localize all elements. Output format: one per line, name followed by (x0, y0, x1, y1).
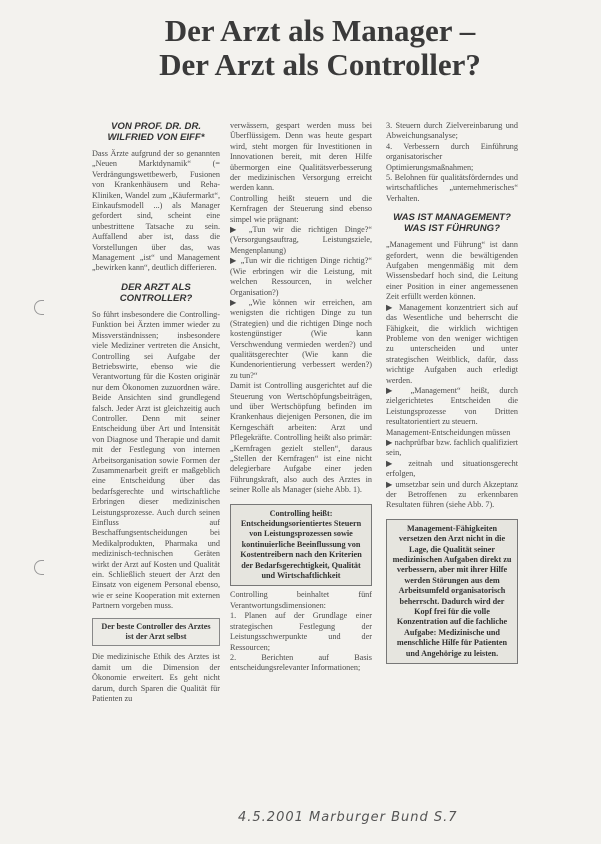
column-1 (92, 121, 220, 705)
bullet-text: „Tun wir die richtigen Dinge?“ (Versorgungsauftrag, Leistungsziele, Mengenplanung) (230, 225, 372, 255)
column-3 (386, 121, 518, 664)
bullet-item (230, 225, 372, 256)
arrow-bullet-icon: ▶ (386, 437, 395, 447)
body-paragraph: So führt insbesondere die Controlling-Funktion bei Ärzten immer wieder zu Missverständnissen; insbesondere viele Mediziner vertreten die Ansicht, Controlling sei Aufgabe der Betriebswirte, ebenso wie die Verantwortung für die Kosten originär nur dem Ökonomen zuzuordnen wäre. Beide Ansichten sind grundlegend falsch. Jeder Arzt ist gleichzeitig auch Controller. Denn mit seiner Entscheidung über Art und Intensität von Diagnose und Therapie und damit mit der Festlegung von internen Arbeitsorganisation sowie Formen der Zusammenarbeit greift er maßgeblich eine Entscheidung über das bedarfsgerechte und wirtschaftliche Erbringen dieser medizinischen Leistungsprozesse. Auch durch seinen Einfluss auf Beschaffungsentscheidungen bei Medikalprodukten, Pharmaka und medizinisch-technischen Geräten wirkt der Arzt auf Kosten und Qualität ein. Schließlich steuert der Arzt den Einsatz von eigenem Personal ebenso, wie er seine Kooperation mit externen Partnern vorgeben muss. (92, 309, 220, 611)
bullet-text: „Wie können wir erreichen, am wenigsten die richtigen Dinge zu tun (Strategien) und die richtigen Dinge noch kostengünstiger (Wie kann Verschwendung vermieden werden?) und qualitätsgerechter (Wie kann die Kundenorientierung verbessert werden?) zu tun?“ (230, 297, 373, 380)
bullet-item (386, 386, 518, 428)
summary-box: Management-Fähigkeiten versetzen den Arzt nicht in die Lage, die Qualität seiner medizinischen Aufgaben direkt zu verbessern, aber mit ihrer Hilfe werden Störungen aus dem Arbeitsumfeld organisatorisch beherrscht. Dadurch wird der Kopf frei für die volle Konzentration auf die fachliche Aufgabe: Medizinische und menschliche Hilfe für Patienten und Angehörige zu leisten. (386, 519, 518, 664)
bullet-text: „Management“ heißt, durch zielgerichtetes Entscheiden die Leistungsprozesse von Dritten resultatorientiert zu steuern. (386, 385, 518, 427)
list-item: 2. Berichten auf Basis entscheidungsrelevanter Informationen; (230, 652, 372, 673)
headline-line-2: Der Arzt als Controller? (159, 47, 481, 82)
body-paragraph: „Management und Führung“ ist dann gefordert, wenn die bewältigenden Aufgaben mengenmäßig mit dem Wissensbedarf hoch sind, die Leitung einer Position in einer angemessenen Zeit erfüllt werden können. (386, 240, 518, 302)
punch-hole (34, 560, 44, 575)
handwritten-source-note: 4.5.2001 Marburger Bund S.7 (238, 810, 458, 825)
bullet-text: nachprüfbar bzw. fachlich qualifiziert sein, (386, 437, 518, 458)
list-item: 3. Steuern durch Zielvereinbarung und Abweichungsanalyse; (386, 121, 518, 141)
headline-line-1: Der Arzt als Manager – (164, 13, 476, 48)
arrow-bullet-icon: ▶ (386, 458, 409, 468)
body-paragraph: Management-Entscheidungen müssen (386, 427, 511, 437)
arrow-bullet-icon: ▶ (230, 225, 249, 235)
body-paragraph: Damit ist Controlling ausgerichtet auf die Steuerung von Wertschöpfungsbeiträgen, und über Wertschöpfung befinden im Krankenhaus diejenigen Personen, die im Kerngeschäft arbeiten: Arzt und Pflegekräfte. Controlling heißt also primär: „Kernfragen gezielt stellen“, daraus „Stellen der Kernfragen“ ist eine nicht delegierbare Aufgabe einer jeden Führungskraft, also auch des Arztes in seiner Rolle als Manager (siehe Abb. 1). (230, 381, 372, 495)
column-2 (230, 121, 372, 674)
punch-hole (34, 300, 44, 315)
body-paragraph: Die medizinische Ethik des Arztes ist damit um die Dimension der Ökonomie erweitert. Es geht nicht darum, durch Sparen die Qualität für Patienten zu (92, 652, 220, 704)
arrow-bullet-icon: ▶ (230, 256, 241, 266)
bullet-text: zeitnah und situationsgerecht erfolgen, (386, 458, 518, 479)
author-byline: VON PROF. DR. DR. WILFRIED VON EIFF* (107, 121, 205, 143)
bullet-item (386, 480, 518, 511)
body-paragraph: verwässern, gespart werden muss bei Überflüssigem. Denn was heute gespart wird, steht morgen für Investitionen in Innovationen bereit, mit deren Hilfe übermorgen eine Qualitätsverbesserung der medizinischen Versorgung erreicht werden kann. (230, 121, 372, 193)
arrow-bullet-icon: ▶ (230, 297, 249, 307)
bullet-text: Management konzentriert sich auf das Wesentliche und beherrscht die Fähigkeit, die wirklich wichtigen Probleme von den weniger wichtigen zu unterscheiden und unter strategischen Weitblick, dafür, dass wichtige Aufgaben auch erledigt werden. (386, 302, 518, 385)
intro-paragraph: Dass Ärzte aufgrund der so genannten „Neuen Marktdynamik“ (= Verdrängungswettbewerb, Fusionen von Krankenhäusern und Reha-Kliniken, Wandel zum „Käufermarkt“, Einkaufsmodell ...) als Manager gefordert sind, scheint eine unbestrittene Tatsache zu sein. Auffallend aber ist, dass die Vorstellungen über das, was Management „ist“ und Management „bewirken kann“, deutlich differieren. (92, 149, 220, 273)
arrow-bullet-icon: ▶ (386, 385, 411, 395)
subhead-was-ist-management: WAS IST MANAGEMENT? WAS IST FÜHRUNG? (393, 212, 511, 235)
arrow-bullet-icon: ▶ (386, 302, 399, 312)
bullet-item (386, 438, 518, 459)
bullet-item (230, 298, 372, 381)
bullet-text: „Tun wir die richtigen Dinge richtig?“ (Wie erbringen wir die Leistung, mit welchen Ressourcen, in welcher Organisation?) (230, 256, 373, 297)
pull-quote-box: Der beste Controller des Arztes ist der Arzt selbst (92, 618, 220, 647)
bullet-item (386, 303, 518, 386)
definition-box: Controlling heißt: Entscheidungsorientiertes Steuern von Leistungsprozessen sowie kontinuierliche Beeinflussung von Kostentreibern nach den Kriterien der Bedarfsgerechtigkeit, Qualität und Wirtschaftlichkeit (230, 504, 372, 587)
subhead-arzt-als-controller: DER ARZT ALS CONTROLLER? (119, 281, 193, 304)
list-item: 1. Planen auf der Grundlage einer strategischen Festlegung der Leistungsschwerpunkte und der Ressourcen; (230, 611, 372, 652)
bullet-item (230, 256, 372, 298)
bullet-text: umsetzbar sein und durch Akzeptanz der Betroffenen zu erkennbaren Resultaten führen (siehe Abb. 7). (386, 479, 519, 510)
list-item: 4. Verbessern durch Einführung organisatorischer Optimierungsmaßnahmen; (386, 141, 518, 172)
article-headline (100, 14, 540, 82)
body-paragraph: Controlling beinhaltet fünf Verantwortungsdimensionen: (230, 590, 372, 610)
arrow-bullet-icon: ▶ (386, 479, 396, 489)
list-item: 5. Belohnen für qualitätsförderndes und wirtschaftliches „unternehmerisches“ Verhalten. (386, 173, 518, 203)
bullet-item (386, 459, 518, 480)
body-paragraph: Controlling heißt steuern und die Kernfragen der Steuerung sind ebenso simpel wie prägnant: (230, 193, 372, 224)
